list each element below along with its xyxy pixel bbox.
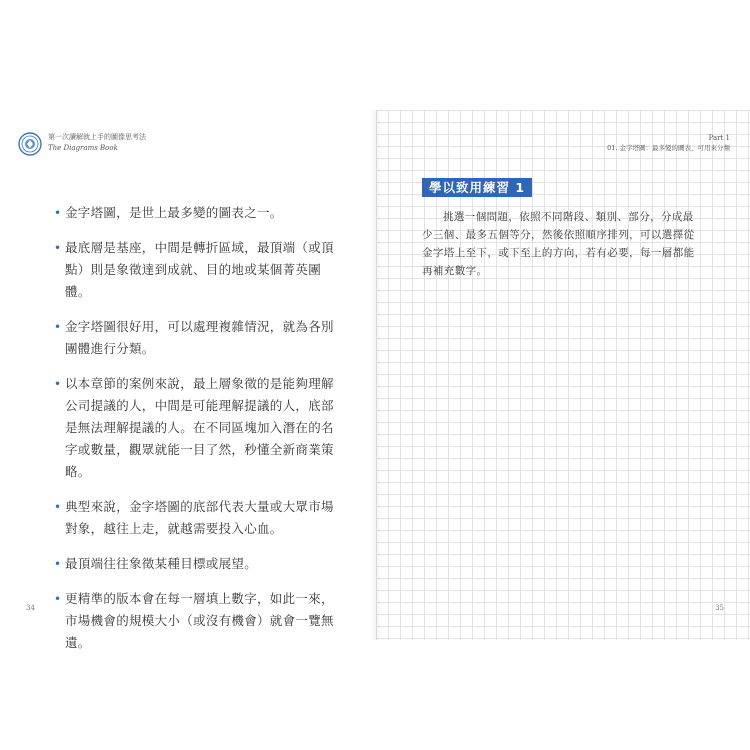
bullet-dot-icon: • (54, 592, 62, 606)
bullet-text: 更精準的版本會在每一層填上數字，如此一來，市場機會的規模大小（或沒有機會）就會一覽無遺。 (65, 591, 334, 650)
exercise-title-badge: 學以致用練習 1 (422, 178, 532, 197)
list-item (55, 202, 345, 224)
bullet-list (55, 202, 345, 667)
bullet-text: 以本章節的案例來說，最上層象徵的是能夠理解公司提議的人，中間是可能理解提議的人，底部是無法理解提議的人。在不同區塊加入潛在的名字或數量，觀眾就能一目了然，秒懂全新商業策略。 (65, 376, 334, 479)
bullet-dot-icon: • (54, 557, 62, 571)
part-label: Part 1 (708, 134, 730, 142)
exercise-text: 挑選一個問題，依照不同階段、類別、部分，分成最少三個、最多五個等分，然後依照順序排列，可以選擇從金字塔上至下，或下至上的方向，若有必要，每一層都能再補充數字。 (422, 211, 695, 277)
bullet-dot-icon: • (54, 500, 62, 514)
book-title: 第一次讀解就上手的圖像思考法 (48, 133, 146, 141)
page-number-left: 34 (26, 604, 35, 612)
bullet-text: 金字塔圖很好用，可以處理複雜情況，就為各別團體進行分類。 (65, 319, 334, 356)
book-gutter (370, 110, 382, 640)
book-spread (0, 110, 750, 650)
bullet-dot-icon: • (54, 206, 62, 220)
bullet-text: 最頂端往往象徵某種目標或展望。 (65, 556, 258, 571)
bullet-text: 典型來說，金字塔圖的底部代表大量或大眾市場對象，越往上走，就越需要投入心血。 (65, 499, 334, 536)
list-item (55, 316, 345, 360)
list-item (55, 373, 345, 483)
list-item (55, 588, 345, 654)
chapter-label: 01. 金字塔圖：最多變的圖表，可用來分類 (607, 144, 730, 152)
bullet-dot-icon: • (54, 320, 62, 334)
bullet-text: 最底層是基座，中間是轉折區域，最頂端（或頂點）則是象徵達到成就、目的地或某個菁英團體。 (65, 240, 334, 299)
bullet-dot-icon: • (54, 377, 62, 391)
left-page (0, 110, 376, 650)
list-item (55, 553, 345, 575)
right-page (376, 110, 750, 640)
list-item (55, 496, 345, 540)
page-number-right: 35 (715, 604, 724, 612)
bullet-text: 金字塔圖，是世上最多變的圖表之一。 (65, 205, 283, 220)
list-item (55, 237, 345, 303)
circular-emblem-icon (18, 132, 42, 156)
bullet-dot-icon: • (54, 241, 62, 255)
book-subtitle: The Diagrams Book (48, 144, 118, 152)
